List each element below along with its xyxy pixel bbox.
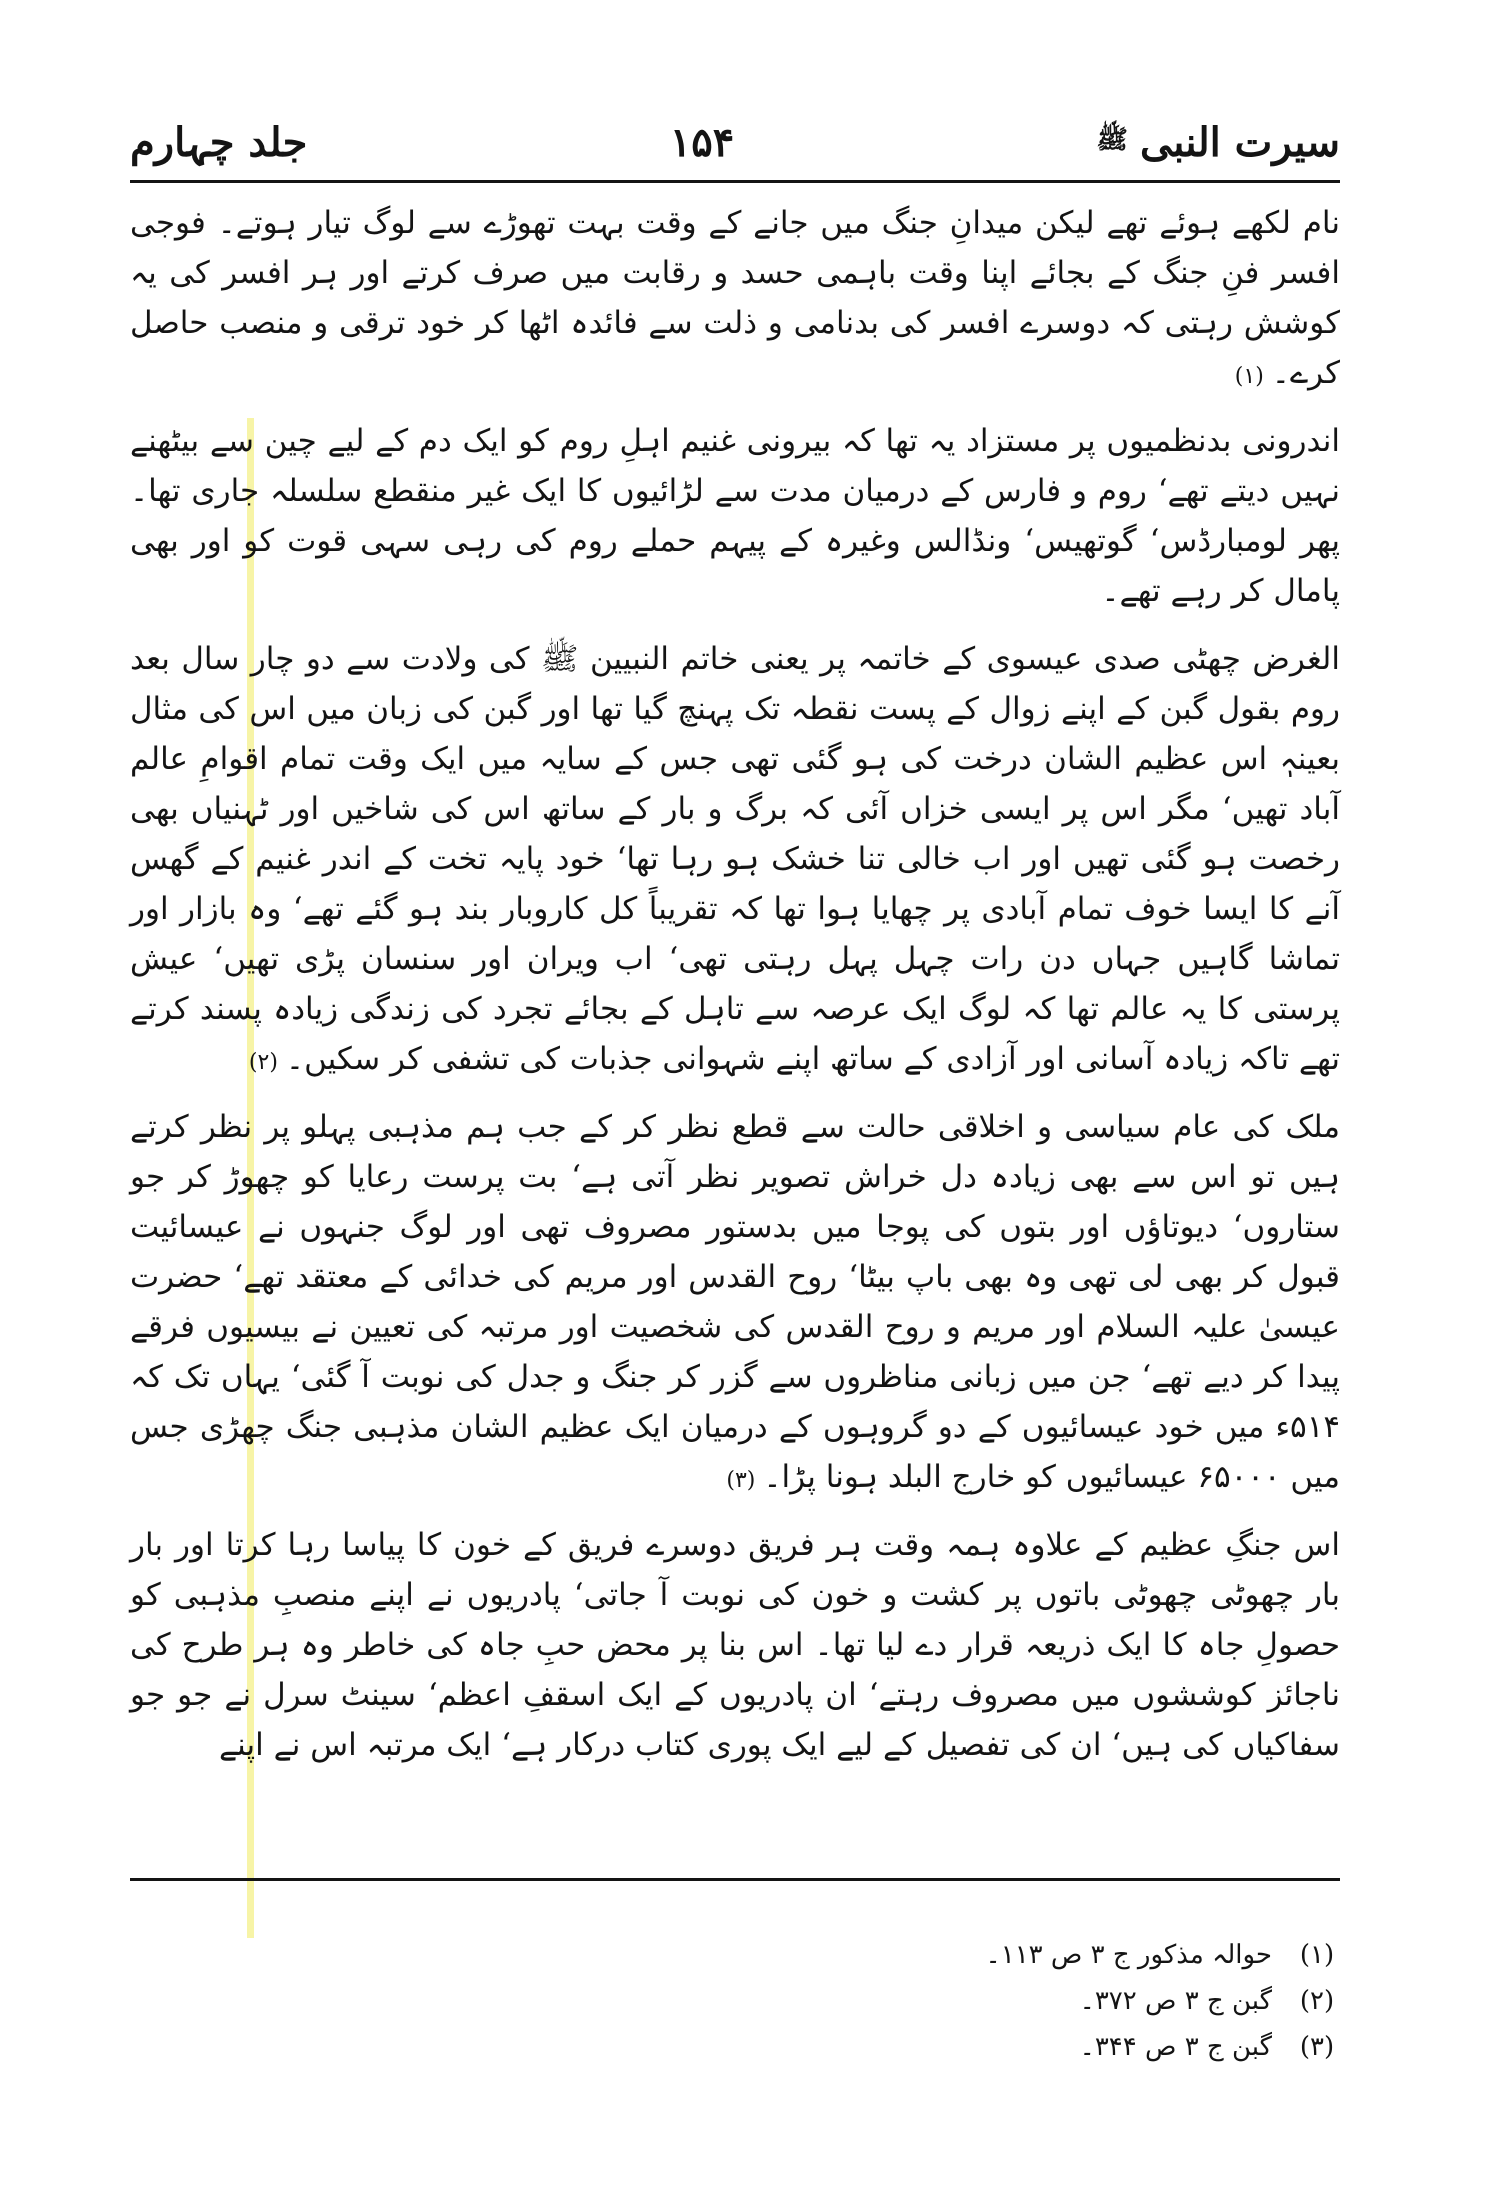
paragraph — [130, 1520, 1340, 1774]
header-divider — [130, 180, 1340, 183]
footnote-ref: (۲) — [248, 1050, 278, 1075]
footnote-number: (۲) — [1299, 1986, 1335, 2016]
body-text — [130, 198, 1340, 1788]
footnote — [130, 1932, 1340, 1978]
footnote — [130, 1978, 1340, 2024]
paragraph — [130, 634, 1340, 1088]
paragraph-text: نام لکھے ہوئے تھے لیکن میدانِ جنگ میں جانے کے وقت بہت تھوڑے سے لوگ تیار ہوتے۔ فوجی افسر فنِ جنگ کے بجائے اپنا وقت باہمی حسد و رقابت میں صرف کرتے اور ہر افسر کی یہ کوشش رہتی کہ دوسرے افسر کی بدنامی و ذلت سے فائدہ اٹھا کر خود ترقی و منصب حاصل کرے۔ — [130, 205, 1340, 391]
footnote-number: (۱) — [1299, 1940, 1335, 1970]
running-header — [130, 112, 1340, 172]
page-number: ۱۵۴ — [669, 118, 735, 166]
salutation-seal: ﷺ — [1096, 125, 1128, 155]
paragraph — [130, 416, 1340, 620]
paragraph-text: اس جنگِ عظیم کے علاوہ ہمہ وقت ہر فریق دوسرے فریق کے خون کا پیاسا رہا کرتا اور بار بار چھوٹی چھوٹی باتوں پر کشت و خون کی نوبت آ جاتی‘ پادریوں نے اپنے منصبِ مذہبی کو حصولِ جاہ کا ایک ذریعہ قرار دے لیا تھا۔ اس بنا پر محض حبِ جاہ کی خاطر وہ ہر طرح کی ناجائز کوششوں میں مصروف رہتے‘ ان پادریوں کے ایک اسقفِ اعظم‘ سینٹ سرل نے جو جو سفاکیاں کی ہیں‘ ان کی تفصیل کے لیے ایک پوری کتاب درکار ہے‘ ایک مرتبہ اس نے اپنے — [130, 1527, 1340, 1763]
volume-label: جلد چہارم — [130, 118, 308, 166]
footnotes — [130, 1932, 1340, 2070]
footnote-ref: (۱) — [1234, 364, 1264, 389]
paragraph-text: اندرونی بدنظمیوں پر مستزاد یہ تھا کہ بیرونی غنیم اہلِ روم کو ایک دم کے لیے چین سے بیٹھنے نہیں دیتے تھے‘ روم و فارس کے درمیان مدت سے لڑائیوں کا ایک غیر منقطع سلسلہ جاری تھا۔ پھر لومبارڈس‘ گوتھیس‘ ونڈالس وغیرہ کے پیہم حملے روم کی رہی سہی قوت کو اور بھی پامال کر رہے تھے۔ — [130, 423, 1340, 609]
book-title-text: سیرت النبی — [1139, 118, 1340, 166]
footnote-ref: (۳) — [726, 1468, 756, 1493]
paragraph-text: الغرض چھٹی صدی عیسوی کے خاتمہ پر یعنی خاتم النبیین ﷺ کی ولادت سے دو چار سال بعد روم بقول گبن کے اپنے زوال کے پست نقطہ تک پہنچ گیا تھا اور گبن کی زبان میں اس کی مثال بعینہٖ اس عظیم الشان درخت کی ہو گئی تھی جس کے سایہ میں ایک وقت تمام اقوامِ عالم آباد تھیں‘ مگر اس پر ایسی خزاں آئی کہ برگ و بار کے ساتھ اس کی شاخیں اور ٹہنیاں بھی رخصت ہو گئی تھیں اور اب خالی تنا خشک ہو رہا تھا‘ خود پایہ تخت کے اندر غنیم کے گھس آنے کا ایسا خوف تمام آبادی پر چھایا ہوا تھا کہ تقریباً کل کاروبار بند ہو گئے تھے‘ وہ بازار اور تماشا گاہیں جہاں دن رات چہل پہل رہتی تھی‘ اب ویران اور سنسان پڑی تھیں‘ عیش پرستی کا یہ عالم تھا کہ لوگ ایک عرصہ سے تاہل کے بجائے تجرد کی زندگی زیادہ پسند کرتے تھے تاکہ زیادہ آسانی اور آزادی کے ساتھ اپنے شہوانی جذبات کی تشفی کر سکیں۔ — [130, 641, 1340, 1077]
footnote-divider — [130, 1878, 1340, 1881]
footnote — [130, 2024, 1340, 2070]
paragraph — [130, 198, 1340, 402]
book-title — [1097, 119, 1340, 166]
footnote-text: حوالہ مذکور ج ۳ ص ۱۱۳۔ — [985, 1940, 1272, 1970]
paragraph — [130, 1102, 1340, 1506]
footnote-text: گبن ج ۳ ص ۳۷۲۔ — [1079, 1986, 1272, 2016]
footnote-number: (۳) — [1299, 2032, 1335, 2062]
footnote-text: گبن ج ۳ ص ۳۴۴۔ — [1079, 2032, 1272, 2062]
paragraph-text: ملک کی عام سیاسی و اخلاقی حالت سے قطع نظر کر کے جب ہم مذہبی پہلو پر نظر کرتے ہیں تو اس سے بھی زیادہ دل خراش تصویر نظر آتی ہے‘ بت پرست رعایا کو چھوڑ کر جو ستاروں‘ دیوتاؤں اور بتوں کی پوجا میں بدستور مصروف تھی اور لوگ جنہوں نے عیسائیت قبول کر بھی لی تھی وہ بھی باپ بیٹا‘ روح القدس اور مریم کی خدائی کے معتقد تھے‘ حضرت عیسیٰ علیہ السلام اور مریم و روح القدس کی شخصیت اور مرتبہ کی تعیین نے بیسیوں فرقے پیدا کر دیے تھے‘ جن میں زبانی مناظروں سے گزر کر جنگ و جدل کی نوبت آ گئی‘ یہاں تک کہ ۵۱۴ء میں خود عیسائیوں کے دو گروہوں کے درمیان ایک عظیم الشان مذہبی جنگ چھڑی جس میں ۶۵۰۰۰ عیسائیوں کو خارج البلد ہونا پڑا۔ — [130, 1109, 1340, 1495]
